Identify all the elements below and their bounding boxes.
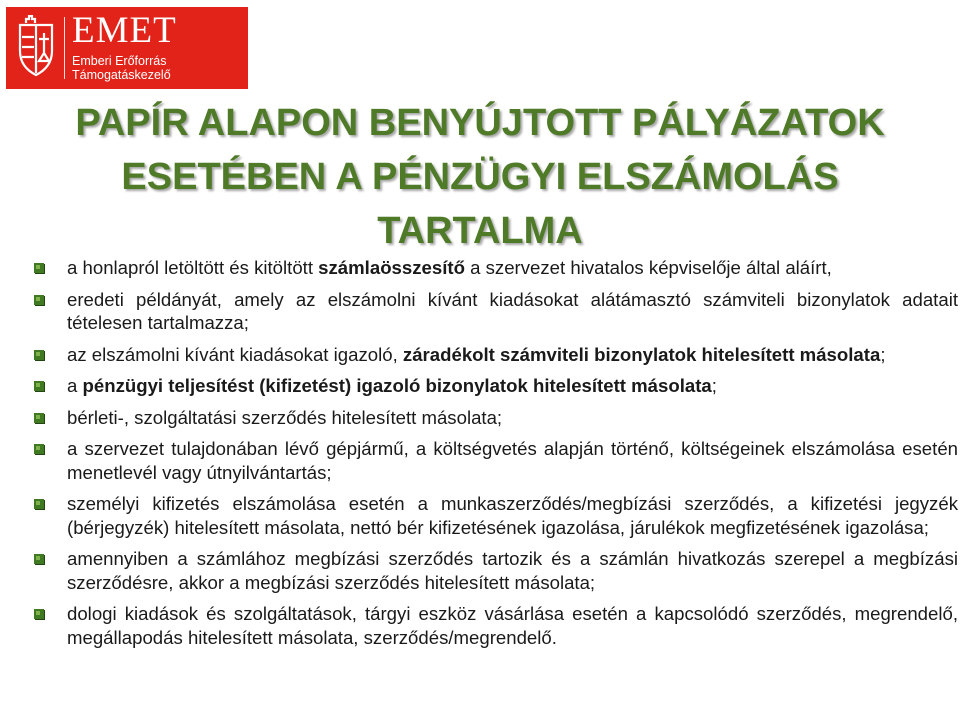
page-title <box>0 96 960 258</box>
list-item: bérleti-, szolgáltatási szerződés hitelesített másolata; <box>34 406 958 430</box>
bullet-square-icon <box>34 413 44 423</box>
emet-logo <box>6 7 248 89</box>
bullet-square-icon <box>34 263 44 273</box>
logo-subtitle-line1: Emberi Erőforrás <box>72 54 167 68</box>
list-item: eredeti példányát, amely az elszámolni kívánt kiadásokat alátámasztó számviteli bizonylatok adatait tételesen tartalmazza; <box>34 288 958 335</box>
list-item: a szervezet tulajdonában lévő gépjármű, a költségvetés alapján történő, költségeinek elszámolása esetén menetlevél vagy útnyilvántartás; <box>34 437 958 484</box>
list-item: személyi kifizetés elszámolása esetén a munkaszerződés/megbízási szerződés, a kifizetési jegyzék (bérjegyzék) hitelesített másolata, nettó bér kifizetésének igazolása, járulékok megfizetésének igazolása; <box>34 492 958 539</box>
list-item: amennyiben a számlához megbízási szerződés tartozik és a számlán hivatkozás szerepel a megbízási szerződésre, akkor a megbízási szerződés hitelesített másolata; <box>34 547 958 594</box>
bullet-square-icon <box>34 554 44 564</box>
bullet-square-icon <box>34 295 44 305</box>
title-line-2: ESETÉBEN A PÉNZÜGYI ELSZÁMOLÁS <box>121 156 839 198</box>
title-line-3: TARTALMA <box>377 210 583 252</box>
bullet-square-icon <box>34 381 44 391</box>
hungarian-coat-of-arms-icon <box>14 15 58 81</box>
title-line-1: PAPÍR ALAPON BENYÚJTOTT PÁLYÁZATOK <box>75 102 885 144</box>
bullet-square-icon <box>34 350 44 360</box>
list-item: a honlapról letöltött és kitöltött számlaösszesítő a szervezet hivatalos képviselője által aláírt, <box>34 256 958 280</box>
logo-name: EMET <box>72 10 177 51</box>
requirement-list <box>34 256 958 657</box>
list-item: az elszámolni kívánt kiadásokat igazoló, záradékolt számviteli bizonylatok hitelesített másolata; <box>34 343 958 367</box>
list-item: a pénzügyi teljesítést (kifizetést) igazoló bizonylatok hitelesített másolata; <box>34 374 958 398</box>
logo-subtitle-line2: Támogatáskezelő <box>72 68 171 82</box>
bullet-square-icon <box>34 609 44 619</box>
logo-divider <box>64 17 65 79</box>
list-item: dologi kiadások és szolgáltatások, tárgyi eszköz vásárlása esetén a kapcsolódó szerződés, megrendelő, megállapodás hitelesített másolata, szerződés/megrendelő. <box>34 602 958 649</box>
bullet-square-icon <box>34 499 44 509</box>
bullet-square-icon <box>34 444 44 454</box>
